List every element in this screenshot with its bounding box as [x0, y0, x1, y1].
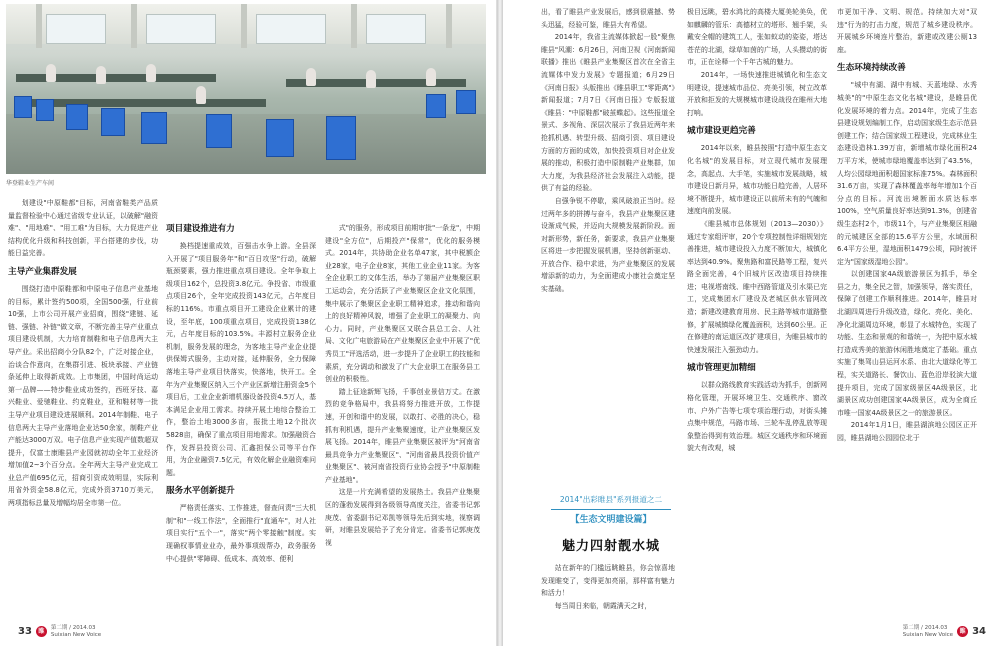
- paragraph: 《睢县城市总体规划（2013—2030）》通过专家组评审，20个专项控制性详细规划完善推进，城市建设投入力度不断加大，城镇化率达到40.9%。聚焦路和富民路等工程，复兴路全面完善，4个旧城片区改造项目持续推进；电视塔南线、睢中西路管道及引水渠已完工，完成集团水厂建设及老城区供水管网改造；新建改建教育用房、民主路等城市道路整修，扩展城镇绿化覆盖面积，达到60公里。正在修建的南运道区改扩建项目，为睢县城市的快速发展注入强劲动力。: [687, 219, 827, 354]
- paragraph: 每当周日来临，朝霞满天之时，: [554, 601, 652, 610]
- paragraph: 严格责任落实、工作推进，督查问责"三大机制"和"一线工作法"，全面推行"直通车"，对人社项目实行"五个一"，落实"两个零接触"制度。实现确权事情业业办，最外事项级帮办，政务服务中心提供"零障碍、低成本、高效率、便利: [166, 504, 316, 563]
- paragraph: 2014年，我省主流媒体掀起一股"聚焦睢县"风潮：6月26日，河南卫视《河南新闻联播》推出《睢县产业集聚区首次在全省主流媒体中发力发展》专题报道；6月29日《河南日报》头版推出《睢县职工"零距离"》新闻报道；7月7日《河南日报》专版报道《睢县："中原鞋都"破茧蝶起》。这些报道全景式、多视角、深层次展示了我县近两年来抢抓机遇、转型升级、招商引资、项目建设方面的方面的成效，加快投资项目对企业发展的推动，积极打造中原制鞋产业集群，加大力度，为我县经济社会发展注入动能，提供了有益的经验。: [541, 33, 675, 193]
- article-title: 魅力四射靓水城: [561, 539, 660, 554]
- page-number: 34: [972, 626, 986, 637]
- left-column-1: [8, 197, 158, 627]
- left-column-2: [166, 222, 316, 627]
- paragraph: 极目远眺，碧水鸿比的高楼大厦美轮美奂，优如麒麟的管乐：高德材立的塔形、翘手架，头戴安全帽的建筑工人，张如蚁动的姿姿，塔达苍茫的北湖，绿草如茵的广场，人头攒动的街市，正在诠释一个千年古城的魅力。: [687, 8, 827, 67]
- series-subtitle: 【生态文明建设篇】: [570, 515, 652, 525]
- right-column-1-lower: [541, 562, 675, 632]
- section-heading: 服务水平创新提升: [166, 486, 235, 497]
- section-heading: 主导产业集群发展: [8, 266, 77, 277]
- left-column-3: [325, 222, 480, 627]
- paragraph: 换档提速重成效，百强击水争上游。全县深入开展了"项目服务年"和"百日攻坚"行动，破解瓶颈要素，强力推进重点项目建设。全年争取上级项目162个，总投资3.8亿元。争投省、市级重点项目26个，全年完成投资143亿元，占年度目标的116%。市重点项目开工建设企业累计的建设，至年底，100项重点项目，完成投资138亿元，占年度目标的103.5%。丰源村立服务企业机制，服务发展的理念，为客地主导产业企业提供保姆式服务，主动对接，延伸服务，全力保障落地主导产业项目快落实，快落地，快开工。全年为产业集聚区纳入三个产业区新增注册资金5个项目后，工业企业新增机器设备投资4.5万人，基本满足企业用工需求。持续开展土地综合整治工作，整治土地3000多亩，报批土地12个批次5828亩，确保了重点项目用地需求。加强融资合作，发挥县投资公司、汇鑫担保公司等平台作用，为企业融资7.5亿元，有效化解企业融资难问题。: [166, 242, 316, 477]
- page-number: 33: [18, 626, 32, 637]
- magazine-logo-icon: 睢: [36, 626, 47, 637]
- paragraph: 这是一片充满希望的发展热土。我县产业集聚区的蓬勃发展得到各级领导高度关注，省委书记郭庚茂、省委副书记邓凯等领导先后到实地，视察调研，对睢县发展给予了充分肯定。省委书记郭庚茂视: [325, 488, 480, 547]
- paragraph: "城中有湖、湖中有城、天蓝地绿、水秀城美"的"中原生态文化名城"建设，是睢县优化发展环境的着力点。2014年，完成了生态县建设规划编制工作，启动国家级生态示范县创建工作；结合国家级工程建设，完成林业生态建设造林1.39万亩，新增城市绿化面积24万平方米，使城市绿地覆盖率达到了43.5%，人均公园绿地面积超国家标准75%。森林面积31.6万亩，实现了森林覆盖率每年增加1个百分点的目标。河流出境断面水质达标率100%，空气质量良好率达到91.3%，创建省级生态村2个，市级11个，与产业集聚区相融的元城建区全部的15.6平方公里，水域面积6.4平方公里，湿地面积1479公顷，同时被评定为"国家级湿地公园"。: [837, 81, 977, 266]
- divider: [551, 509, 671, 510]
- paragraph: 划建设"中原鞋都"目标，河南省鞋类产品质量监督检验中心通过省级专业认证，以破解"融资难"、"用地难"、"用工难"为目标，大力促进产业结构优化升级和科技创新，平台搭建的步伐，功能日益完善。: [8, 199, 158, 258]
- paragraph: 出，看了睢县产业发展后，感到很震撼、势头迅猛，经验可鉴，睢县大有希望。: [541, 8, 675, 29]
- paragraph: 围绕打造中原鞋都和中原电子信息产业基地的目标，累计签约500项，全国500强，行业前10强，上市公司开展产业招商，围绕"建链、延链、强链、补链"做文章，不断完善主导产业重点项目建设机制，大力培育制鞋和电子信息两大主导产业。采出招商小分队82个，广泛对接企业，治谈合作意向，在集群引进、板块承接、产业链条延伸上取得新成效。上市集团，中国时尚运动第一品牌——特步鞋业成功签约，西班牙技、嘉兴鞋业、爱驰鞋业、约克鞋业，亚和鞋材等一批主导产业项目建设进展顺利。2014年制鞋、电子信息两大主导产业落地企业达50余家，制鞋产业产能达3000万双。电子信息产业实现产值数超双提升，仅富士康睢县产业园就初动全年工业经济增加值2~3个百分点。全年两大主导产业完成工业总产值695亿元，招商引资成效明显，实际利用省外资金58.8亿元，完成外资3710万美元，两项指标总量及增幅均居全市第一位。: [8, 284, 158, 508]
- right-column-2: [687, 6, 827, 632]
- right-footer: [903, 625, 986, 638]
- left-page: [0, 0, 497, 646]
- right-column-1: [541, 6, 675, 492]
- paragraph: 站在新年的门槛远眺睢县，你会惊喜地发现睢变了，变得更加亮丽，那样富有魅力和活力！: [541, 564, 675, 598]
- paragraph: 以群众路线教育实践活动为抓手，创新网格化管理，开展环境卫生、交通秩序、窗改市、户外广告等七项专项治理行动，对街头摊点集中规范，马路市场、三轮车乱停乱放等现象整治得到有效治理。城区交通秩序和环境面貌大有改观，城: [687, 381, 827, 453]
- paragraph: 2014年，一场快速推进城镇化和生态文明建设，提速城市品位、亮美引领，树立改革开放和拒发的大规模城市建设战役在睢州大地打响。: [687, 70, 827, 117]
- paragraph: 自强争锐不停歇，乘风破浪正当时。经过两年多的拼搏与奋斗，我县产业集聚区建设渐成气候，并迈向大规模发展新阶段。面对新形势，新任务，新要求，我县产业集聚区将进一步把握发展机遇，坚持创新驱动、开放合作、稳中求进，为产业集聚区的发展增添新的动力，为全面建成小康社会奠定坚实基础。: [541, 196, 675, 294]
- section-heading: 生态环境持续改善: [837, 63, 906, 74]
- paragraph: 踏上征途新辉飞扬，千事创业景信万丈。在激烈的竞争格局中，我县将努力推进开放，工作提速，开创和谐中的发展，以敢打、必胜的决心，稳抓有利机遇，提升产业集聚速度，让产业集聚区发展飞扬。2014年，睢县产业集聚区被评为"河南省最具竞争力产业集聚区"、"河南省最具投资价值产业集聚区"、被河南省投资行业协会授予"中原制鞋产业基地"。: [325, 387, 480, 484]
- right-column-3: [837, 6, 977, 632]
- publication-info: 第二期 / 2014.03 Suixian New Voice: [902, 625, 954, 638]
- series-heading-block: [547, 494, 675, 554]
- paragraph: 式"的服务，形成项目前期审批"一条龙"，中期建设"全方位"，后期投产"保常"，优化的服务模式。2014年，共协助企业名单47家，其中税额企业28家，电子企业8家，其他工业企业11家。为客全企业职工的文体生活，举办了第届产业集聚区职工运动会，充分活跃了产业集聚区企业文化氛围，集中展示了集聚区企业职工精神追求，推动和谐向上的良好精神风貌，增强了企业职工的凝聚力、向心力。同时，产业集聚区又联合县总工会、人社局、文化广电旅游局在产业集聚区企业中开展了"优秀员工"评选活动，进一步提升了企业职工的技能和素质，充分调动和激发了广大企业职工在服务县工创业的积极性。: [325, 224, 480, 384]
- magazine-logo-icon: 睢: [957, 626, 968, 637]
- section-heading: 项目建设推进有力: [166, 224, 235, 234]
- section-heading: 城市建设更趋完善: [687, 126, 756, 137]
- paragraph: 以创建国家4A级旅游景区为抓手，举全县之力，集全民之智，加强领导，落实责任，保障了创建工作顺利推进。2014年，睢县对北湖四周进行升级改造，绿化、亮化、美化、净化北湖周边环境，彰显了水城特色，实现了功能、生态和景观的和谐统一，为把中原水城打造成秀美的旅游休闲胜地奠定了基础。重点实施了集驾山县运河水系、由北大道绿化等工程，实关道路长、餐饮山、蓝色沿岸驳滨大道提升项目，完成了国家级景区4A级景区，北湖景区成功创建国家4A级景区，成为全商丘市唯一国家4A级景区之一的旅游景区。: [837, 270, 977, 417]
- paragraph: 2014年以来，睢县按照"打造中原生态文化名城"的发展目标，对立现代城市发展理念，高起点、大手笔，实施城市发展战略，城市建设日新月异，城市功能日趋完善，人居环境不断提升，城市建设正以前所未有的气魄和速度向前发展。: [687, 144, 827, 216]
- factory-photo: [6, 4, 486, 174]
- publication-info: 第二期 / 2014.03 Suixian New Voice: [50, 625, 102, 638]
- left-footer: [18, 625, 101, 638]
- photo-caption: 华登鞋业生产车间: [6, 180, 55, 187]
- series-title: 2014"出彩睢县"系列报道之二: [559, 495, 663, 504]
- section-heading: 城市管理更加精细: [687, 363, 756, 374]
- paragraph: 市更加干净、文明、规范。持续加大对"双违"行为的打击力度，规范了城乡建设秩序。开展城乡环境连片整治，新建或改建公厕13座。: [837, 8, 977, 54]
- paragraph: 2014年1月1日，睢县湖滨地公园区正开园，睢县湖地公园园位北于: [837, 421, 977, 442]
